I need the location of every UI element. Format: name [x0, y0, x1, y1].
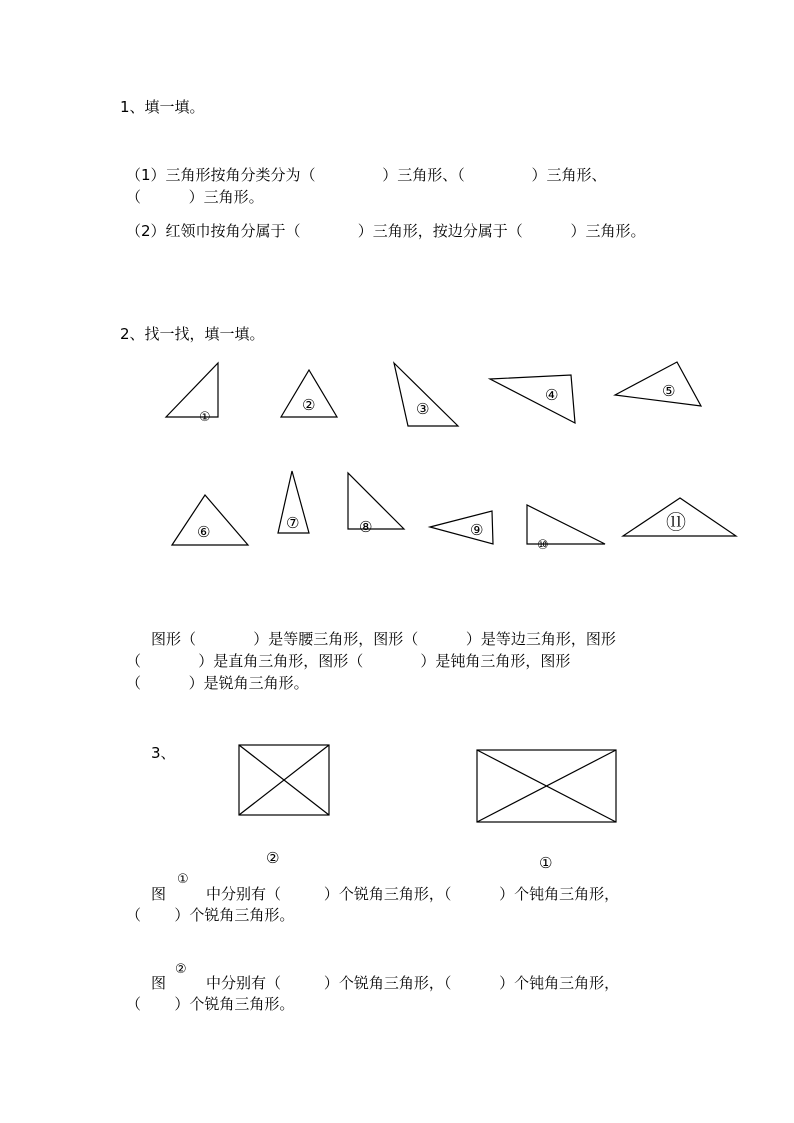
section2-heading: 2、找一找，填一填。 [120, 325, 265, 343]
question2-prefix: 图 [151, 974, 167, 992]
figure-label-left: ② [266, 849, 280, 867]
section1-q2-line1: （2）红领巾按角分属于（ ）三角形，按边分属于（ ）三角形。 [126, 222, 646, 240]
figure-label-right: ① [539, 854, 553, 872]
triangle-label-4: ④ [545, 386, 559, 404]
section3-heading: 3、 [151, 744, 176, 762]
triangle-label-6: ⑥ [197, 523, 211, 541]
section1-q1-line1: （1）三角形按角分类分为（ ）三角形、（ ）三角形、 [126, 166, 607, 184]
triangle-label-8: ⑧ [359, 518, 373, 536]
triangle-9 [430, 511, 493, 544]
question1-line1: 中分别有（ ）个锐角三角形，（ ）个钝角三角形， [206, 885, 620, 903]
triangle-label-10: ⑩ [537, 538, 549, 553]
question2-figure-marker: ② [175, 962, 187, 977]
rectangle-figure-left [239, 745, 329, 815]
rectangle-figure-right [477, 750, 616, 822]
question2-line1: 中分别有（ ）个锐角三角形，（ ）个钝角三角形， [206, 974, 620, 992]
section2-answer-line2: （ ）是直角三角形，图形（ ）是钝角三角形，图形 [126, 652, 571, 670]
question2-line2: （ ）个锐角三角形。 [126, 995, 295, 1013]
triangle-8 [348, 473, 404, 529]
triangle-label-9: ⑨ [470, 521, 484, 539]
triangle-label-1: ① [199, 410, 211, 425]
question1-line2: （ ）个锐角三角形。 [126, 906, 295, 924]
section2-answer-line1: 图形（ ）是等腰三角形，图形（ ）是等边三角形，图形 [151, 630, 616, 648]
section1-q1-line2: （ ）三角形。 [126, 188, 264, 206]
question1-figure-marker: ① [177, 872, 189, 887]
triangle-5 [615, 362, 701, 406]
triangle-label-5: ⑤ [662, 382, 676, 400]
section2-answer-line3: （ ）是锐角三角形。 [126, 674, 309, 692]
triangle-4 [490, 375, 575, 423]
triangle-label-3: ③ [416, 400, 430, 418]
triangle-label-7: ⑦ [286, 514, 300, 532]
triangle-label-11: ⑪ [666, 510, 686, 534]
question1-prefix: 图 [151, 885, 167, 903]
triangle-label-2: ② [302, 396, 316, 414]
section1-heading: 1、填一填。 [120, 98, 205, 116]
